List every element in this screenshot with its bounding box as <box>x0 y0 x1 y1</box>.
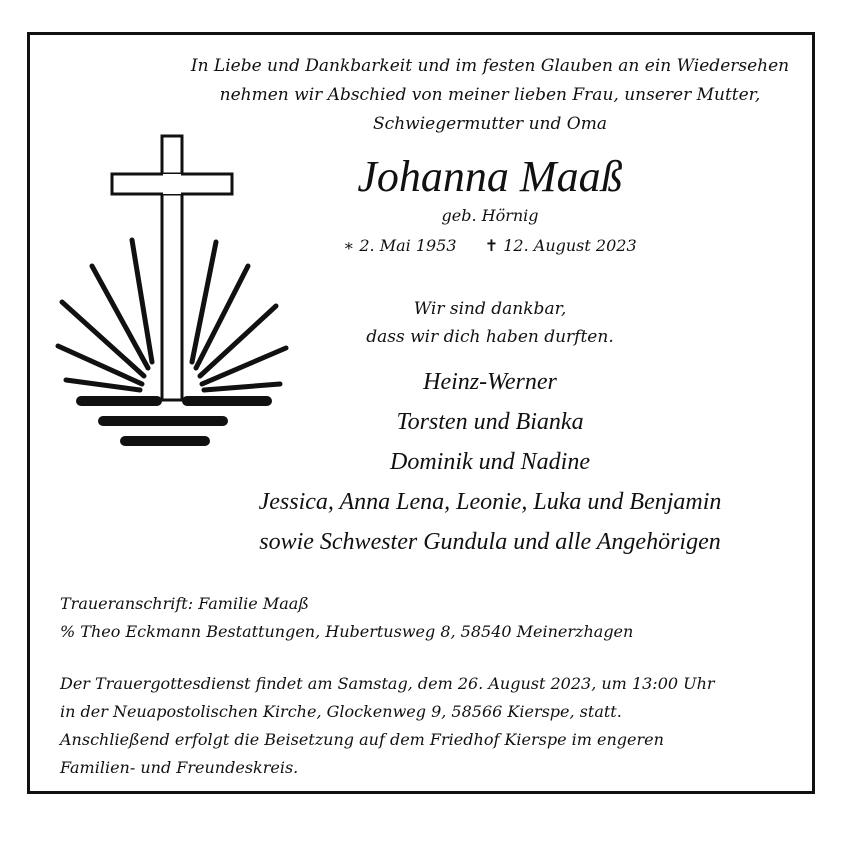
address-line: Traueranschrift: Familie Maaß <box>60 594 309 613</box>
mourner-line: sowie Schwester Gundula und alle Angehörigen <box>259 529 721 555</box>
service-info <box>60 670 715 782</box>
birth-star-icon: ∗ <box>343 236 355 255</box>
intro-text <box>185 52 795 139</box>
mourner-line: Heinz-Werner <box>423 369 557 395</box>
intro-line: In Liebe und Dankbarkeit und im festen Glauben an ein Wiedersehen <box>190 56 790 76</box>
mourners-list-extended <box>140 482 840 562</box>
service-line: in der Neuapostolischen Kirche, Glockenweg 9, 58566 Kierspe, statt. <box>60 702 622 721</box>
new-apostolic-church-emblem-icon <box>50 130 290 460</box>
intro-line: Schwiegermutter und Oma <box>373 114 607 134</box>
service-line: Anschließend erfolgt die Beisetzung auf dem Friedhof Kierspe im engeren <box>60 730 664 749</box>
intro-line: nehmen wir Abschied von meiner lieben Frau, unserer Mutter, <box>219 85 761 105</box>
service-line: Der Trauergottesdienst findet am Samstag, dem 26. August 2023, um 13:00 Uhr <box>60 674 715 693</box>
mourning-address <box>60 590 633 646</box>
service-line: Familien- und Freundeskreis. <box>60 758 299 777</box>
quote-line: Wir sind dankbar, <box>413 299 567 319</box>
mourner-line: Dominik und Nadine <box>390 449 590 475</box>
address-line: % Theo Eckmann Bestattungen, Hubertusweg 8, 58540 Meinerzhagen <box>60 622 634 641</box>
death-cross-icon: ✝ <box>484 236 499 255</box>
deceased-name: Johanna Maaß <box>357 152 623 201</box>
mourner-line: Torsten und Bianka <box>396 409 584 435</box>
birth-date: 2. Mai 1953 <box>359 236 457 255</box>
death-date: 12. August 2023 <box>503 236 637 255</box>
mourner-line: Jessica, Anna Lena, Leonie, Luka und Benjamin <box>258 489 722 515</box>
birth-name: geb. Hörnig <box>441 206 539 225</box>
quote-line: dass wir dich haben durften. <box>366 327 614 347</box>
